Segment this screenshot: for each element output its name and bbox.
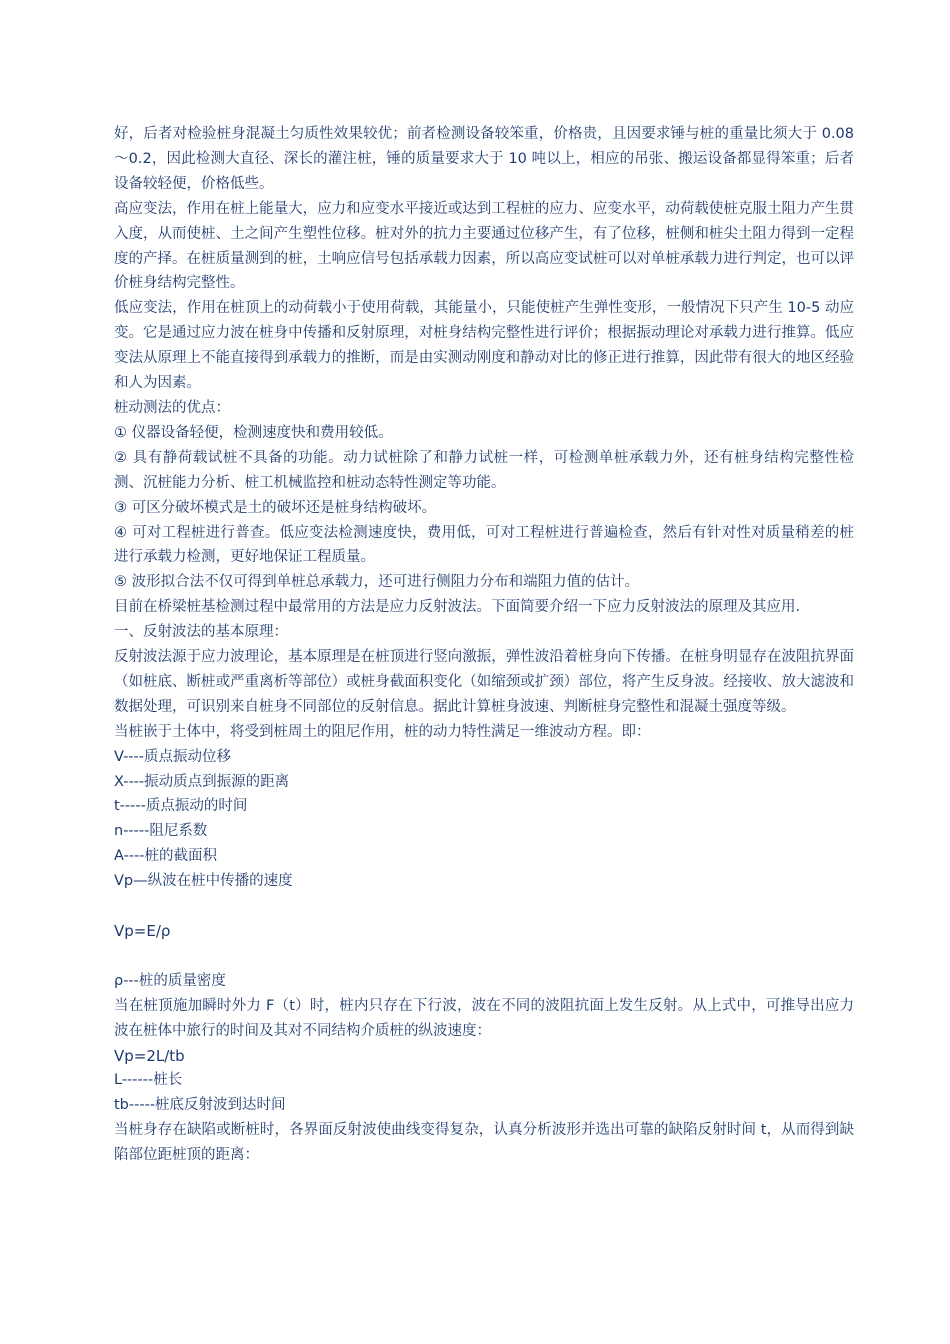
variable-definition-tb: tb-----桩底反射波到达时间: [114, 1097, 286, 1114]
variable-definition-l: L------桩长: [114, 1072, 183, 1089]
variable-definition-rho: ρ---桩的质量密度: [114, 972, 226, 989]
paragraph-hammer-weight: 好，后者对检验桩身混凝土匀质性效果较优；前者检测设备较笨重，价格贵，且因要求锤与桩的重量比须大于 0.08～0.2，因此检测大直径、深长的灌注桩，锤的质量要求大于 10 吨以上，相应的吊张、搬运设备都显得笨重；后者设备较轻便，价格低些。: [114, 126, 854, 192]
formula-wave-speed: Vp=E/ρ: [114, 921, 171, 940]
paragraph-low-strain-method: 低应变法，作用在桩顶上的动荷载小于使用荷载，其能量小，只能使桩产生弹性变形，一般情况下只产生 10-5 动应变。它是通过应力波在桩身中传播和反射原理，对桩身结构完整性进行评价；根据振动理论对承载力进行推算。低应变法从原理上不能直接得到承载力的推断，而是由实测动刚度和静动对比的修正进行推算，因此带有很大的地区经验和人为因素。: [114, 300, 854, 392]
paragraph-high-strain-method: 高应变法，作用在桩上能量大，应力和应变水平接近或达到工程桩的应力、应变水平，动荷载使桩克服土阻力产生贯入度，从而使桩、土之间产生塑性位移。桩对外的抗力主要通过位移产生，有了位移，桩侧和桩尖土阻力得到一定程度的产择。在桩质量测到的桩，土响应信号包括承载力因素，所以高应变试桩可以对单桩承载力进行判定，也可以评价桩身结构完整性。: [114, 200, 854, 292]
advantage-item-2: ② 具有静荷载试桩不具备的功能。动力试桩除了和静力试桩一样，可检测单桩承载力外，还有桩身结构完整性检测、沉桩能力分析、桩工机械监控和桩动态特性测定等功能。: [114, 449, 854, 491]
variable-definition-x: X----振动质点到振源的距离: [114, 773, 290, 790]
paragraph-defect-analysis: 当桩身存在缺陷或断桩时，各界面反射波使曲线变得复杂，认真分析波形并选出可靠的缺陷反射时间 t，从而得到缺陷部位距桩顶的距离：: [114, 1122, 854, 1164]
heading-advantages: 桩动测法的优点：: [114, 399, 230, 416]
document-page: [114, 122, 854, 1168]
advantage-item-3: ③ 可区分破坏模式是土的破坏还是桩身结构破坏。: [114, 499, 437, 516]
advantage-item-1: ① 仪器设备轻便，检测速度快和费用较低。: [114, 424, 393, 441]
variable-definition-a: A----桩的截面积: [114, 848, 218, 865]
variable-definition-v: V----质点振动位移: [114, 748, 231, 765]
blank-line: [114, 944, 854, 969]
section-heading-basic-principle: 一、反射波法的基本原理：: [114, 624, 288, 641]
variable-definition-n: n-----阻尼系数: [114, 823, 208, 840]
advantage-item-5: ⑤ 波形拟合法不仅可得到单桩总承载力，还可进行侧阻力分布和端阻力值的估计。: [114, 574, 640, 591]
paragraph-wave-equation: 当桩嵌于土体中，将受到桩周土的阻尼作用，桩的动力特性满足一维波动方程。即：: [114, 723, 651, 740]
paragraph-reflection-method-intro: 目前在桥梁桩基检测过程中最常用的方法是应力反射波法。下面简要介绍一下应力反射波法的原理及其应用.: [114, 599, 801, 616]
formula-vp-2l-tb: Vp=2L/tb: [114, 1046, 185, 1065]
paragraph-instant-force: 当在桩顶施加瞬时外力 F（t）时，桩内只存在下行波，波在不同的波阻抗面上发生反射。从上式中，可推导出应力波在桩体中旅行的时间及其对不同结构介质桩的纵波速度：: [114, 997, 854, 1039]
paragraph-reflection-principle: 反射波法源于应力波理论，基本原理是在桩顶进行竖向激振，弹性波沿着桩身向下传播。在桩身明显存在波阻抗界面（如桩底、断桩或严重离析等部位）或桩身截面积变化（如缩颈或扩颈）部位，将产生反身波。经接收、放大滤波和数据处理，可识别来自桩身不同部位的反射信息。据此计算桩身波速、判断桩身完整性和混凝土强度等级。: [114, 649, 854, 715]
variable-definition-t: t-----质点振动的时间: [114, 798, 248, 815]
variable-definition-vp: Vp—纵波在桩中传播的速度: [114, 873, 293, 890]
advantage-item-4: ④ 可对工程桩进行普查。低应变法检测速度快，费用低，可对工程桩进行普遍检查，然后有针对性对质量稍差的桩进行承载力检测，更好地保证工程质量。: [114, 524, 854, 566]
blank-line: [114, 894, 854, 919]
